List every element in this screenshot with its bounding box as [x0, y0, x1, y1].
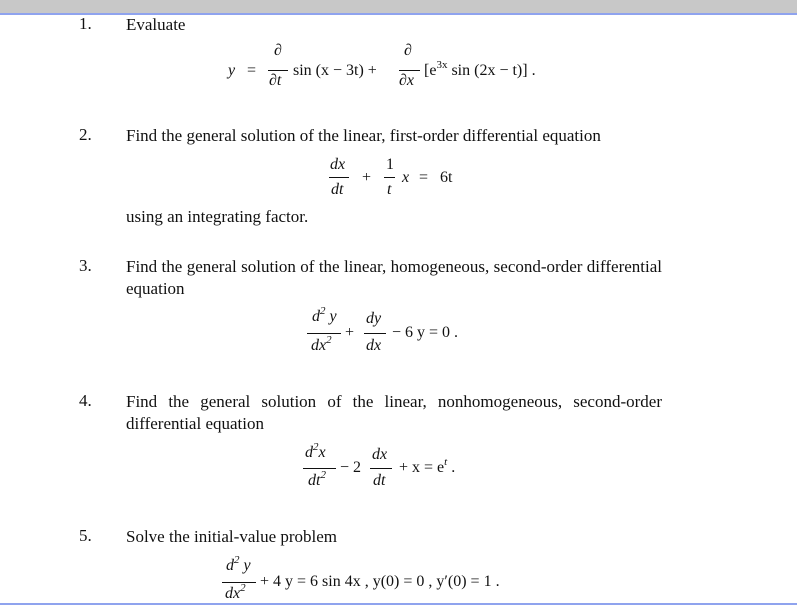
eq3-plus: +	[345, 324, 355, 341]
eq4-f1-denominator	[308, 469, 326, 490]
eq4-f2-denominator: dt	[373, 472, 386, 489]
problem-2-followup: using an integrating factor.	[126, 207, 309, 226]
problem-1-prompt: Evaluate	[126, 15, 186, 34]
eq4-f1-num-exp: 2	[313, 441, 319, 453]
eq5-f1-num-base: d	[226, 557, 234, 574]
eq1-equals: =	[247, 62, 257, 79]
eq5-rest: + 4 y = 6 sin 4x , y(0) = 0 , y′(0) = 1 .	[260, 573, 500, 590]
eq2-f2-fraction-bar	[384, 177, 395, 178]
eq3-f1-fraction-bar	[307, 333, 341, 334]
eq1-term2-exponent: 3x	[436, 59, 448, 71]
eq1-term1: sin (x − 3t) +	[293, 62, 377, 79]
eq1-d2-denominator: ∂x	[399, 72, 415, 89]
top-frame-bar	[0, 0, 797, 15]
eq4-f1-num-base: d	[305, 444, 313, 461]
eq4-f1-numerator	[305, 441, 326, 462]
eq3-f1-num-var: y	[325, 308, 337, 325]
eq1-d1-numerator: ∂	[274, 42, 282, 59]
eq4-rhs	[399, 456, 456, 477]
eq1-d2-numerator: ∂	[404, 42, 412, 59]
eq2-equals: =	[419, 169, 429, 186]
eq4-f1-den-base: dt	[308, 472, 321, 489]
eq3-f1-numerator	[312, 305, 337, 326]
eq3-f1-den-exp: 2	[326, 334, 332, 346]
eq3-f2-fraction-bar	[364, 333, 386, 334]
eq2-f2-denominator: t	[387, 181, 392, 198]
eq2-f1-denominator: dt	[331, 181, 344, 198]
problem-1-number: 1.	[79, 14, 92, 33]
eq4-f2-numerator: dx	[372, 446, 388, 463]
eq2-f2-numerator: 1	[386, 156, 394, 173]
eq5-f1-num-var: y	[239, 557, 251, 574]
problem-4-number: 4.	[79, 391, 92, 410]
bottom-frame-bar	[0, 603, 797, 610]
problem-5-prompt: Solve the initial-value problem	[126, 527, 338, 546]
problem-3-number: 3.	[79, 256, 92, 275]
eq2-rhs: 6t	[440, 169, 453, 186]
eq4-mid: + x = e	[399, 459, 445, 476]
eq1-d1-denominator: ∂t	[269, 72, 282, 89]
eq4-f1-den-exp: 2	[320, 469, 326, 481]
eq5-f1-num-exp: 2	[234, 554, 240, 566]
eq3-rest: − 6 y = 0 .	[392, 324, 459, 341]
eq2-plus: +	[362, 169, 372, 186]
eq5-f1-denominator	[225, 582, 246, 603]
eq3-f1-den-base: dx	[311, 337, 327, 354]
eq4-f2-fraction-bar	[370, 468, 392, 469]
problem-2-number: 2.	[79, 125, 92, 144]
problem-4-prompt: Find the general solution of the linear, nonhomogeneous, second-order differential equation	[126, 392, 662, 433]
eq3-f1-denominator	[311, 334, 332, 355]
problem-5-number: 5.	[79, 526, 92, 545]
eq2-f1-fraction-bar	[329, 177, 349, 178]
eq1-term2	[424, 59, 536, 80]
eq5-f1-den-exp: 2	[240, 582, 246, 594]
eq5-f1-numerator	[226, 554, 251, 575]
eq4-f1-num-var: x	[318, 444, 326, 461]
eq3-f2-denominator: dx	[366, 337, 382, 354]
eq1-d2-fraction-bar	[399, 70, 420, 71]
eq1-lhs: y	[228, 62, 236, 79]
eq1-term2-open: [e	[424, 62, 437, 79]
eq1-d1-fraction-bar	[268, 70, 288, 71]
eq4-end: .	[447, 459, 456, 476]
eq3-f1-num-base: d	[312, 308, 320, 325]
eq2-x: x	[402, 169, 410, 186]
eq5-f1-den-base: dx	[225, 585, 241, 602]
eq4-minus-2: − 2	[340, 459, 362, 476]
eq2-f1-numerator: dx	[330, 156, 346, 173]
problem-3-prompt: Find the general solution of the linear, homogeneous, second-order differential equation	[126, 257, 662, 298]
eq5-f1-fraction-bar	[222, 582, 256, 583]
eq4-exponent: t	[444, 456, 448, 468]
eq3-f1-num-exp: 2	[320, 305, 326, 317]
eq1-term2-rest: sin (2x − t)] .	[447, 62, 536, 79]
eq3-f2-numerator: dy	[366, 310, 382, 327]
problem-2-prompt: Find the general solution of the linear, first-order differential equation	[126, 126, 601, 145]
